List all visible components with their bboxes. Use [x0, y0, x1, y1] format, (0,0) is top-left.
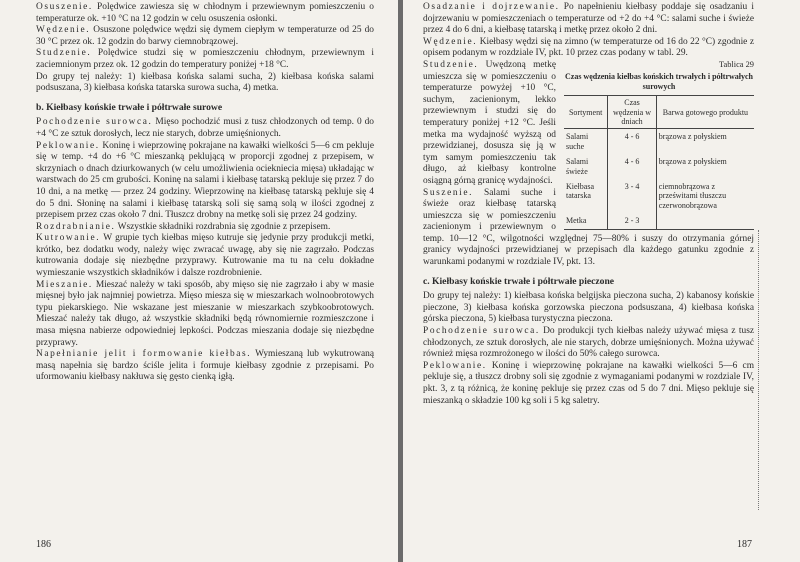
paragraph-lead: Studzenie.	[36, 48, 92, 59]
paragraph-lead: Mieszanie.	[36, 279, 93, 290]
table-label: Tablica 29	[719, 59, 754, 69]
paragraph-text: Mięso pochodzić musi z tusz chłodzonych od temp. 0 do +4 °C ze sztuk dorosłych, lecz nie starych, dobrze umięśnionych.	[36, 117, 374, 139]
paragraph-text: Osuszone polędwice wędzi się dymem ciepłym w temperaturze od 25 do 30 °C przez ok. 12 godzin do barwy ciemnobrązowej.	[36, 25, 374, 47]
margin-mark	[758, 230, 760, 510]
table-header-czas: Czas wędzenia w dniach	[608, 96, 657, 129]
table-row	[564, 129, 754, 154]
left-page	[0, 0, 398, 562]
paragraph-text: Koninę i wieprzowinę pokrajane na kawałki wielkości 5—6 cm pekluje się, a tłuszcz drobny soli się zgodnie z wymaganiami podanymi w rozdziale IV, pkt. 3, z tą różnicą, że koninę pekluje się przez czas od 5 do 7 dni. Mięso pekluje się mieszanką o składzie 100 kg soli i 5 kg saletry.	[423, 360, 754, 406]
paragraph-text: Koninę i wieprzowinę pokrajane na kawałki wielkości 5—6 cm pekluje się w temp. +4 do +6 °C mieszanką peklującą w proporcji zgodnej z przepisem, w skrzyniach o dnach dziurkowanych (w celu umożliwienia ociekniecia mięsa) układając w warstwach do 25 cm grubości. Koninę na salami i kiełbasę tatarską pekluje się przez 7 do 10 dni, a na metkę — przez 24 godziny. Wieprzowinę na kiełbasę tatarską pekluje się 4 do 5 dni. Słoninę na salami i kiełbasę tatarską soli się samą solą w ilości zgodnej z przepisem przez czas około 7 dni. Tłuszcz drobny na metkę soli się przez 24 godziny.	[36, 140, 374, 221]
paragraph-lead: Wędzenie.	[36, 25, 91, 36]
paragraph	[36, 72, 374, 95]
table-header-sortyment: Sortyment	[564, 96, 608, 129]
paragraph-text: Mieszać należy w taki sposób, aby mięso się nie zagrzało i aby w masie mięsnej było jak najmniej powietrza. Mięso miesza się w mieszarkach wolnoobrotowych typu piekarskiego. Nie wskazane jest mieszanie w mieszarkach szybkoobrotowych. Mieszać należy tak długo, aż wszystkie składniki będą równomiernie rozmieszczone i masa mięsna nabierze odpowiedniej lepkości. Podczas mieszania dodaje się niezbędne przyprawy.	[36, 279, 374, 348]
table-cell: 2 - 3	[608, 213, 657, 229]
left-paragraphs-top	[36, 2, 374, 95]
paragraph	[36, 141, 374, 222]
table-row	[564, 179, 754, 213]
table-cell	[656, 213, 754, 229]
paragraph-lead: Pochodzenie surowca.	[36, 117, 153, 128]
paragraph-text: Wymieszaną lub wykutrowaną masą napełnia się bardzo ściśle jelita i formuje kiełbasy zgodnie z przepisami. Po uformowaniu kiełbasy nakłuwa się gęsto cienką igłą.	[36, 349, 375, 383]
paragraph	[423, 2, 754, 37]
paragraph	[36, 280, 374, 350]
paragraph-text: Do grupy tej należy: 1) kiełbasa końska belgijska pieczona sucha, 2) kabanosy końskie pieczone, 3) kiełbasa końska gorzowska pieczona podsuszana, 4) kiełbasa końska górska pieczona, 5) kiełbasa turystyczna pieczona.	[423, 291, 754, 325]
paragraph	[36, 349, 374, 384]
paragraph-lead: Peklowanie.	[423, 360, 487, 371]
page-number-left: 186	[36, 539, 51, 550]
table-cell: 4 - 6	[608, 154, 657, 179]
table-caption: Czas wędzenia kiełbas końskich trwałych i półtrwałych surowych	[564, 71, 753, 91]
table-cell: Metka	[564, 213, 608, 229]
paragraph-lead: Peklowanie.	[36, 140, 100, 151]
right-paragraphs-top	[423, 2, 754, 60]
right-page	[403, 0, 800, 562]
paragraph-lead: Napełnianie jelit i formowanie kiełbas.	[36, 349, 252, 360]
table-cell: 4 - 6	[608, 129, 657, 154]
table-29	[564, 60, 754, 230]
smoking-time-table	[564, 95, 754, 229]
paragraph-text: Polędwice studzi się w pomieszczeniu chłodnym, przewiewnym i zaciemnionym przez ok. 12 godzin do temperatury poniżej +18 °C.	[36, 48, 374, 70]
paragraph	[423, 326, 754, 361]
page-number-right: 187	[737, 539, 752, 550]
paragraph-lead: Studzenie.	[423, 59, 479, 70]
paragraph-text: W grupie tych kiełbas mięso kutruje się jedynie przy produkcji metki, krótko, bez dodatku wody, należy więc zwracać uwagę, aby się nie zagrzało. Podczas kutrowania dodaje się niezbędne przyprawy. Kutrowanie ma tu na celu dokładne wymieszanie wszystkich składników i dalsze rozdrobnienie.	[36, 233, 374, 279]
paragraph	[36, 2, 374, 25]
paragraph	[36, 117, 374, 140]
paragraph-text: Salami suche i świeże oraz kiełbasę tatarską umieszcza się w pomieszczeniu zacienionym i przewiewnym o temp. 10—12 °C, wilgotności względnej 75—80% i suszy do otrzymania górnej granicy wydajności przewidzianej w przepisach dla każdego gatunku zgodnie z warunkami podanymi w rozdziale IV, pkt. 13.	[423, 187, 754, 268]
paragraph-text: Do grupy tej należy: 1) kiełbasa końska salami sucha, 2) kiełbasa końska salami podsuszana, 3) kiełbasa końska tatarska surowa sucha, 4) metka.	[36, 71, 374, 94]
paragraph	[423, 291, 754, 326]
paragraph-lead: Suszenie.	[423, 187, 474, 198]
paragraph	[36, 222, 374, 234]
paragraph	[423, 361, 754, 407]
paragraph-lead: Wędzenie.	[423, 36, 478, 47]
table-cell: Salami świeże	[566, 157, 589, 176]
left-paragraphs-bottom	[36, 117, 374, 384]
paragraph-text: Uwędzoną metkę umieszcza się w pomieszczeniu o temperaturze powyżej +10 °C, suchym, zacienionym, lekko przewiewnym i studzi się do temperatury poniżej +12 °C. Jeśli metka ma wydajność wyższą od przewidzianej, dosusza się ją w tym samym pomieszczeniu tak długo, aż kiełbasy kontrolne osiągną górną granicę wydajności.	[423, 59, 556, 186]
paragraph	[423, 37, 754, 60]
right-paragraphs-bottom	[423, 291, 754, 407]
paragraph	[36, 48, 374, 71]
table-cell: Kiełbasa tatarska	[566, 182, 594, 201]
section-heading-c: c. Kiełbasy końskie trwałe i półtrwałe pieczone	[423, 275, 615, 287]
paragraph-text: Kiełbasy wędzi się na zimno (w temperaturze od 16 do 22 °C) zgodnie z opisem podanym w rozdziale IV, pkt. 10 przez czas podany w tabl. 29.	[423, 36, 754, 59]
table-cell: ciemnobrązowa z prześwitami tłuszczu czerwonobrązowa	[656, 179, 754, 213]
paragraph-lead: Rozdrabnianie.	[36, 221, 116, 232]
table-header-barwa: Barwa gotowego produktu	[656, 96, 754, 129]
table-cell: Salami suche	[566, 132, 589, 151]
table-cell: brązowa z połyskiem	[656, 154, 754, 179]
paragraph	[36, 25, 374, 48]
table-row	[564, 213, 754, 229]
paragraph-text: Wszystkie składniki rozdrabnia się zgodnie z przepisem.	[115, 221, 331, 232]
paragraph-text: Do produkcji tych kiełbas należy używać mięsa z tusz chłodzonych, ze sztuk dorosłych, ale nie starych, dobrze umięśnionych. Można używać również mięsa rozmrożonego w ilości do 50% całego surowca.	[423, 326, 755, 360]
table-cell: 3 - 4	[608, 179, 657, 213]
paragraph-text: Po napełnieniu kiełbasy poddaje się osadzaniu i dojrzewaniu w pomieszczeniach o temperaturze od +2 do +4 °C: salami suche i świeże przez 4 do 6 dni, a kiełbasę tatarską i metkę przez około 2 dni.	[423, 2, 755, 36]
paragraph-text: Polędwice zawiesza się w chłodnym i przewiewnym pomieszczeniu o temperaturze ok. +10 °C na 12 godzin w celu osuszenia osłonki.	[36, 2, 374, 24]
paragraph-lead: Kutrowanie.	[36, 233, 101, 244]
table-row	[564, 154, 754, 179]
section-heading-b: b. Kiełbasy końskie trwałe i półtrwałe surowe	[36, 101, 223, 113]
paragraph-lead: Osadzanie i dojrzewanie.	[423, 2, 560, 12]
paragraph	[36, 233, 374, 279]
paragraph-lead: Pochodzenie surowca.	[423, 326, 540, 337]
table-cell: brązowa z połyskiem	[656, 129, 754, 154]
paragraph-lead: Osuszenie.	[36, 2, 93, 12]
